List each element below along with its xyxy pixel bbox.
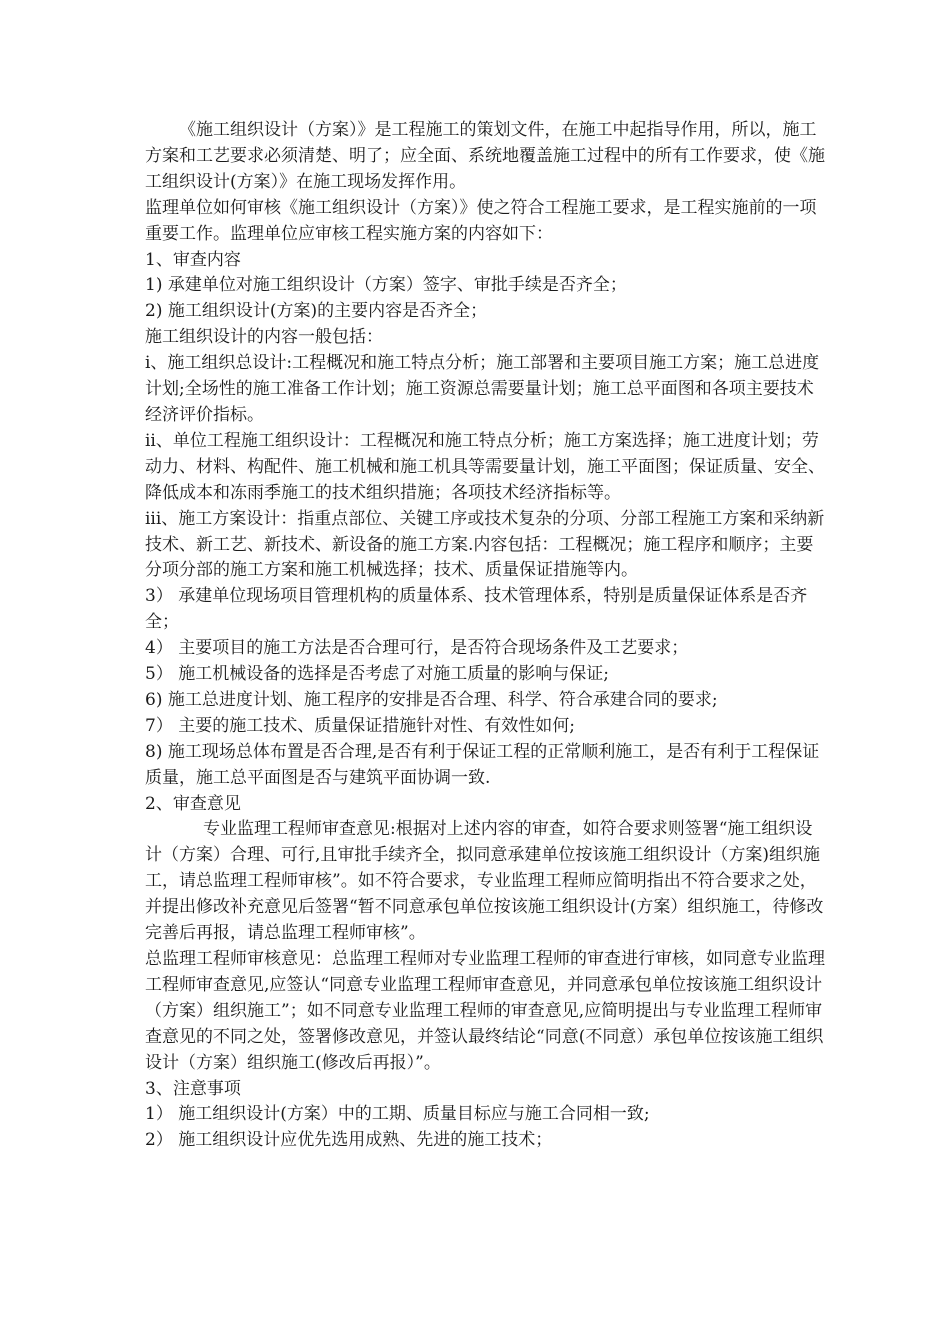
list-item-iii: iii、施工方案设计：指重点部位、关键工序或技术复杂的分项、分部工程施工方案和采纳新技术、新工艺、新技术、新设备的施工方案.内容包括：工程概况；施工程序和顺序；主要分项分部的施工方案和施工机械选择；技术、质量保证措施等内。 xyxy=(145,508,825,581)
notes-item-1: 1） 施工组织设计(方案）中的工期、质量目标应与施工合同相一致; xyxy=(145,1104,650,1125)
section-heading-review-opinion: 2、审查意见 xyxy=(145,793,241,814)
list-item-6: 6) 施工总进度计划、施工程序的安排是否合理、科学、符合承建合同的要求; xyxy=(145,689,718,710)
list-item-i: i、施工组织总设计:工程概况和施工特点分析；施工部署和主要项目施工方案；施工总进度计划;全场性的施工准备工作计划；施工资源总需要量计划；施工总平面图和各项主要技术经济评价指标。 xyxy=(145,353,820,425)
paragraph-chief-opinion: 总监理工程师审核意见：总监理工程师对专业监理工程师的审查进行审核，如同意专业监理工程师审查意见,应签认“同意专业监理工程师审查意见，并同意承包单位按该施工组织设计（方案）组织施工”；如不同意专业监理工程师的审查意见,应简明提出与专业监理工程师审查意见的不同之处，签署修改意见，并签认最终结论“同意(不同意）承包单位按该施工组织设计（方案）组织施工(修改后再报）”。 xyxy=(145,949,825,1073)
paragraph-content-includes: 施工组织设计的内容一般包括： xyxy=(145,327,383,348)
paragraph-specialist-opinion: 专业监理工程师审查意见:根据对上述内容的审查，如符合要求则签署“施工组织设计（方案）合理、可行,且审批手续齐全，拟同意承建单位按该施工组织设计（方案)组织施工，请总监理工程师审核”。如不符合要求，专业监理工程师应简明指出不符合要求之处，并提出修改补充意见后签署“暂不同意承包单位按该施工组织设计(方案）组织施工，待修改完善后再报，请总监理工程师审核”。 xyxy=(145,819,824,944)
section-heading-notes: 3、注意事项 xyxy=(145,1078,241,1099)
list-item-5: 5） 施工机械设备的选择是否考虑了对施工质量的影响与保证; xyxy=(145,664,609,685)
list-item-1: 1) 承建单位对施工组织设计（方案）签字、审批手续是否齐全； xyxy=(145,275,627,296)
list-item-ii: ii、单位工程施工组织设计：工程概况和施工特点分析；施工方案选择；施工进度计划；劳动力、材料、构配件、施工机械和施工机具等需要量计划，施工平面图；保证质量、安全、降低成本和冻雨季施工的技术组织措施；各项技术经济指标等。 xyxy=(145,430,825,503)
list-item-7: 7） 主要的施工技术、质量保证措施针对性、有效性如何; xyxy=(145,715,575,736)
paragraph-review-purpose: 监理单位如何审核《施工组织设计（方案）》使之符合工程施工要求，是工程实施前的一项重要工作。监理单位应审核工程实施方案的内容如下： xyxy=(145,197,817,244)
list-item-3: 3） 承建单位现场项目管理机构的质量体系、技术管理体系，特别是质量保证体系是否齐全； xyxy=(145,586,808,633)
section-heading-review-content: 1、审查内容 xyxy=(145,249,241,270)
list-item-8: 8) 施工现场总体布置是否合理,是否有利于保证工程的正常顺利施工，是否有利于工程保证质量，施工总平面图是否与建筑平面协调一致. xyxy=(145,741,820,788)
notes-item-2: 2） 施工组织设计应优先选用成熟、先进的施工技术； xyxy=(145,1130,553,1151)
list-item-4: 4） 主要项目的施工方法是否合理可行，是否符合现场条件及工艺要求； xyxy=(145,638,689,659)
paragraph-intro: 《施工组织设计（方案）》是工程施工的策划文件，在施工中起指导作用，所以，施工方案和工艺要求必须清楚、明了；应全面、系统地覆盖施工过程中的所有工作要求，使《施工组织设计(方案）》在施工现场发挥作用。 xyxy=(145,120,825,192)
document-body xyxy=(145,118,825,1154)
list-item-2: 2) 施工组织设计(方案)的主要内容是否齐全； xyxy=(145,301,488,322)
